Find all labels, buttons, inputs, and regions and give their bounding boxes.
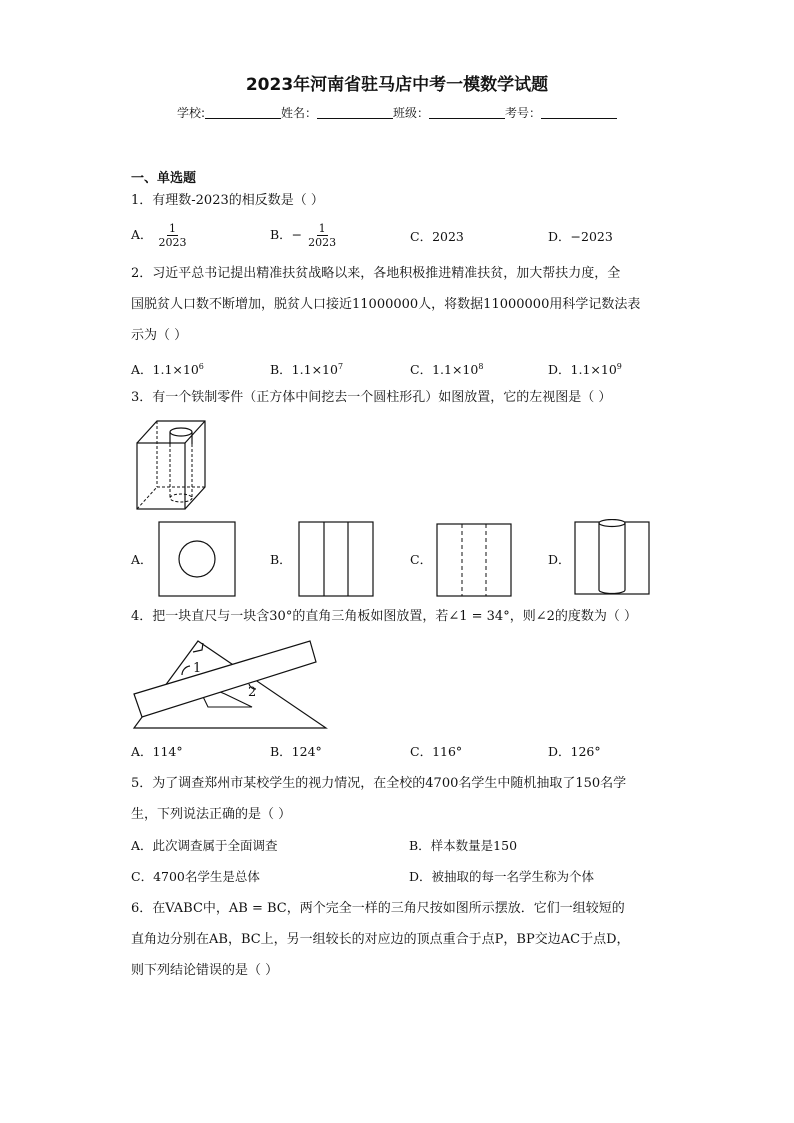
q6-line-2: 直角边分别在AB，BC上，另一组较长的对应边的顶点重合于点P，BP交边AC于点D， <box>131 932 630 947</box>
q4-option-a: A．114° <box>131 744 183 759</box>
q1-option-a <box>131 222 187 249</box>
angle-2-label: 2 <box>248 685 257 700</box>
q3-option-c: C． <box>410 552 433 567</box>
q2-a-base: A．1.1×10 <box>131 362 199 377</box>
q2-line-3: 示为（ ） <box>131 328 188 343</box>
school-label: 学校: <box>176 106 205 120</box>
q4-option-d: D．126° <box>548 744 601 759</box>
exam-title: 2023年河南省驻马店中考一模数学试题 <box>245 75 549 95</box>
q3-option-d-figure <box>574 519 650 595</box>
q1-option-b <box>270 222 336 249</box>
q1-option-c: C．2023 <box>410 229 464 244</box>
q3-option-d: D． <box>548 552 571 567</box>
q2-option-d <box>548 359 622 378</box>
q3-option-b: B． <box>270 552 292 567</box>
name-blank[interactable] <box>317 106 393 119</box>
q1-a-denominator: 2023 <box>158 236 187 249</box>
q3-option-a-figure <box>158 521 236 597</box>
q4-stem <box>131 609 637 625</box>
q4-stem-rest: 的直角三角板如图放置，若∠1 = 34°，则∠2的度数为（ ） <box>292 609 637 624</box>
q5-option-b: B．样本数量是150 <box>409 838 518 853</box>
q5-line-2: 生，下列说法正确的是（ ） <box>131 807 292 822</box>
q1-b-numerator: 1 <box>318 222 326 235</box>
q3-option-c-figure <box>436 523 512 597</box>
exam-no-blank[interactable] <box>541 106 617 119</box>
q6-line-3: 则下列结论错误的是（ ） <box>131 963 279 978</box>
q1-b-fraction <box>308 222 336 249</box>
class-blank[interactable] <box>429 106 505 119</box>
q3-stem: 3．有一个铁制零件（正方体中间挖去一个圆柱形孔）如图放置，它的左视图是（ ） <box>131 390 612 405</box>
q2-a-exponent: 6 <box>198 362 204 371</box>
q2-c-exponent: 8 <box>478 362 484 371</box>
q1-option-d: D．−2023 <box>548 229 613 244</box>
q5-option-d: D．被抽取的每一名学生称为个体 <box>409 869 595 884</box>
q3-option-b-figure <box>298 521 374 597</box>
q1-stem: 1．有理数-2023的相反数是（ ） <box>131 193 324 208</box>
q2-line-1: 2．习近平总书记提出精准扶贫战略以来，各地积极推进精准扶贫，加大帮扶力度，全 <box>131 266 621 281</box>
q3-cube-figure <box>135 418 207 512</box>
q1-a-numerator: 1 <box>169 222 177 235</box>
q3-option-a: A． <box>131 552 153 567</box>
q5-option-a: A．此次调查属于全面调查 <box>131 838 278 853</box>
q1-a-fraction <box>159 222 187 249</box>
section-heading: 一、单选题 <box>131 171 197 186</box>
class-label: 班级： <box>393 106 430 120</box>
name-label: 姓名： <box>281 106 318 120</box>
q2-option-a <box>131 359 204 378</box>
q5-option-c: C．4700名学生是总体 <box>131 869 260 884</box>
q4-option-b: B．124° <box>270 744 322 759</box>
q4-stem-pre: 4．把一块直尺与一块含 <box>131 609 270 624</box>
q2-c-base: C．1.1×10 <box>410 362 479 377</box>
q2-b-base: B．1.1×10 <box>270 362 338 377</box>
q2-option-b <box>270 359 343 378</box>
q4-option-c: C．116° <box>410 744 463 759</box>
angle-1-label: 1 <box>193 661 202 676</box>
q6-line-1: 6．在VABC中，AB = BC，两个完全一样的三角尺按如图所示摆放．它们一组较短的 <box>131 901 625 916</box>
q2-d-base: D．1.1×10 <box>548 362 617 377</box>
q2-option-c <box>410 359 483 378</box>
q2-d-exponent: 9 <box>616 362 622 371</box>
q4-stem-degree: 30° <box>269 609 293 624</box>
school-blank[interactable] <box>205 106 281 119</box>
q2-line-2: 国脱贫人口数不断增加，脱贫人口接近11000000人，将数据11000000用科学记数法表 <box>131 297 641 312</box>
q4-ruler-triangle-figure <box>130 638 330 732</box>
q1-b-label: B．− <box>270 227 303 242</box>
exam-no-label: 考号： <box>505 106 542 120</box>
student-info-line <box>0 104 794 121</box>
q1-b-denominator: 2023 <box>308 236 337 249</box>
q5-line-1: 5．为了调查郑州市某校学生的视力情况，在全校的4700名学生中随机抽取了150名学 <box>131 776 627 791</box>
q2-b-exponent: 7 <box>337 362 344 371</box>
q1-a-label: A． <box>131 227 153 242</box>
